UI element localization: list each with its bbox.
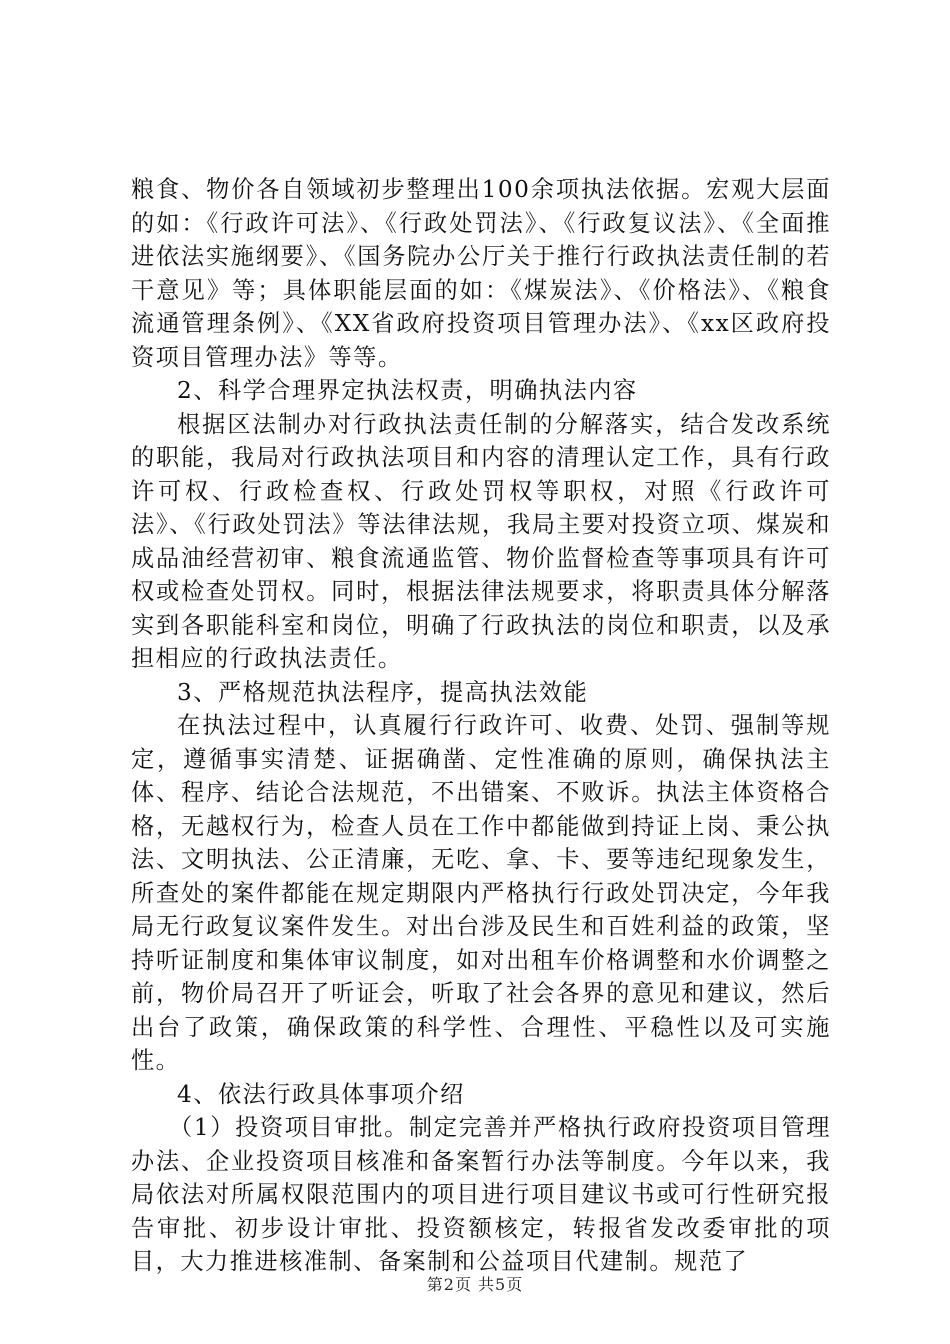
paragraph-investment-approval: （1）投资项目审批。制定完善并严格执行政府投资项目管理办法、企业投资项目核准和备案暂行办法等制度。今年以来，我局依法对所属权限范围内的项目进行项目建议书或可行性研究报告审批、初步设计审批、投资额核定，转报省发改委审批的项目，大力推进核准制、备案制和公益项目代建制。规范了 [131, 1114, 831, 1275]
paragraph-standardize-procedures: 在执法过程中，认真履行行政许可、收费、处罚、强制等规定，遵循事实清楚、证据确凿、定性准确的原则，确保执法主体、程序、结论合法规范，不出错案、不败诉。执法主体资格合格，无越权行为，检查人员在工作中都能做到持证上岗、秉公执法、文明执法、公正清廉，无吃、拿、卡、要等违纪现象发生，所查处的案件都能在规定期限内严格执行行政处罚决定，今年我局无行政复议案件发生。对出台涉及民生和百姓利益的政策，坚持听证制度和集体审议制度，如对出租车价格调整和水价调整之前，物价局召开了听证会，听取了社会各界的意见和建议，然后出台了政策，确保政策的科学性、合理性、平稳性以及可实施性。 [131, 712, 831, 1074]
paragraph-legal-basis: 粮食、物价各自领域初步整理出100余项执法依据。宏观大层面的如：《行政许可法》、《行政处罚法》、《行政复议法》、《全面推进依法实施纲要》、《国务院办公厅关于推行行政执法责任制的若干意见》等；具体职能层面的如：《煤炭法》、《价格法》、《粮食流通管理条例》、《XX省政府投资项目管理办法》、《xx区政府投资项目管理办法》等等。 [131, 176, 831, 371]
paragraph-define-powers: 根据区法制办对行政执法责任制的分解落实，结合发改系统的职能，我局对行政执法项目和内容的清理认定工作，具有行政许可权、行政检查权、行政处罚权等职权，对照《行政许可法》、《行政处罚法》等法律法规，我局主要对投资立项、煤炭和成品油经营初审、粮食流通监管、物价监督检查等事项具有许可权或检查处罚权。同时，根据法律法规要求，将职责具体分解落实到各职能科室和岗位，明确了行政执法的岗位和职责，以及承担相应的行政执法责任。 [131, 410, 831, 672]
heading-define-powers: 2、科学合理界定执法权责，明确执法内容 [177, 377, 638, 404]
heading-specific-matters: 4、依法行政具体事项介绍 [177, 1080, 465, 1108]
heading-standardize-procedures: 3、严格规范执法程序，提高执法效能 [177, 678, 589, 706]
page-number-footer: 第2页 共5页 [426, 1275, 524, 1294]
document-body [131, 173, 831, 1279]
